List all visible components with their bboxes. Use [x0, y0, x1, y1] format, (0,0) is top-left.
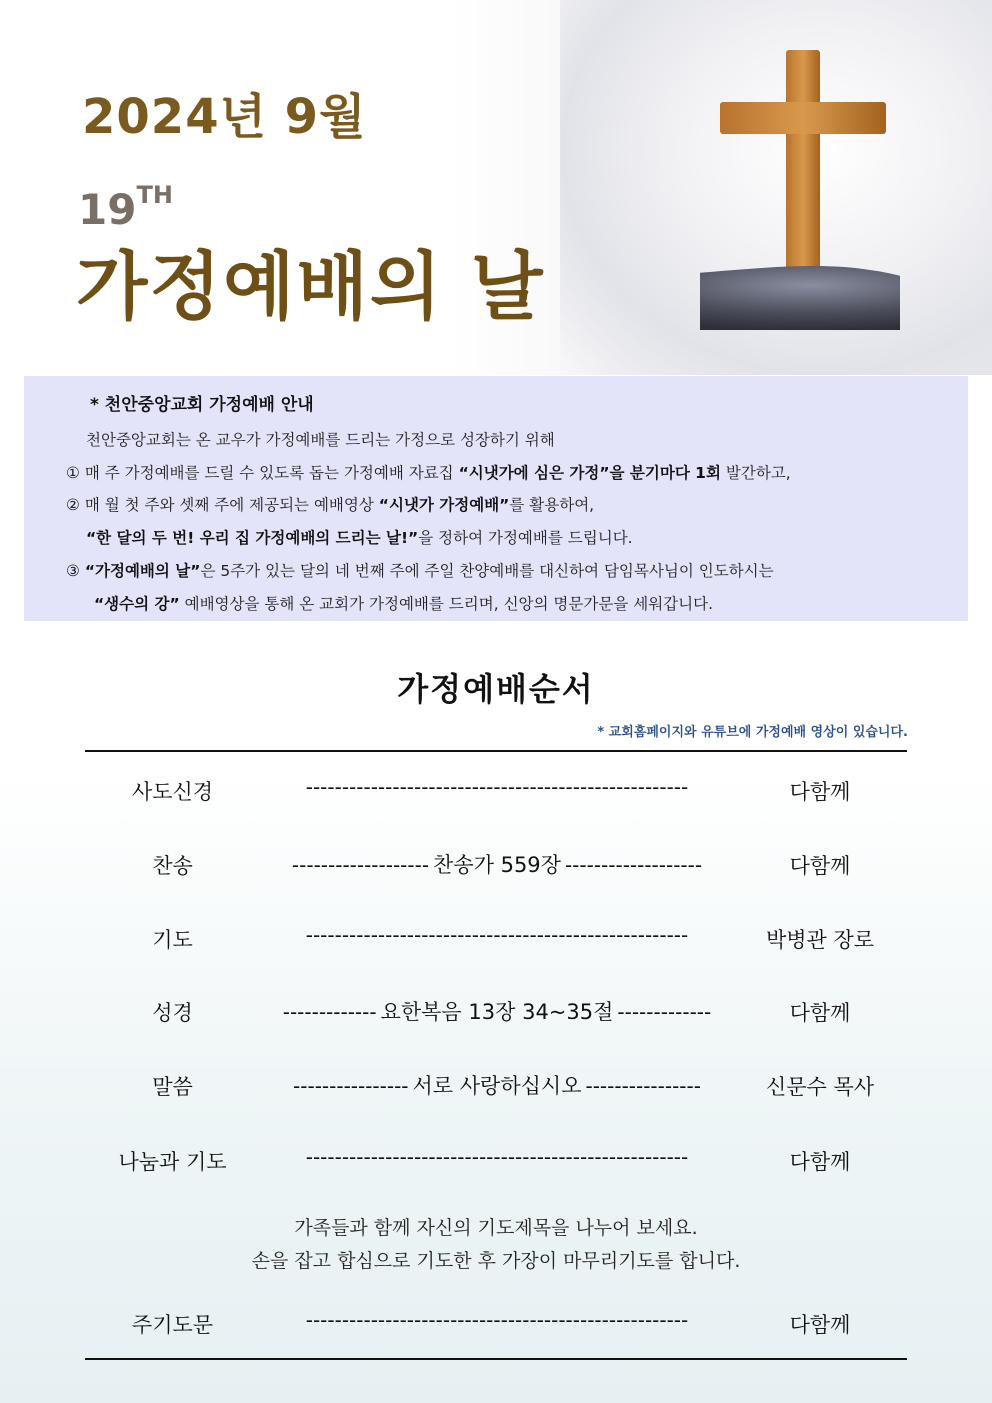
order-row-lords-prayer [85, 1305, 907, 1341]
video-note: * 교회홈페이지와 유튜브에 가정예배 영상이 있습니다. [597, 725, 908, 740]
bottom-rule [85, 1358, 907, 1360]
dashed-leader: ----------------------------------------------------- [305, 923, 689, 947]
ordinal-suffix: TH [136, 181, 173, 209]
guide-intro: 천안중앙교회는 온 교우가 가정예배를 드리는 가정으로 성장하기 위해 [86, 431, 555, 449]
dashed-leader: ------------------- 찬송가 559장 ------------------- [291, 853, 703, 877]
dashed-leader: ----------------------------------------------------- [305, 1145, 689, 1169]
ordinal-number: 19TH [78, 181, 173, 234]
row-content: 요한복음 13장 34~35절 [380, 1000, 614, 1024]
row-leader: 다함께 [789, 854, 851, 878]
row-content: 서로 사랑하십시오 [412, 1074, 582, 1098]
dashed-leader: ----------------------------------------------------- [305, 1308, 689, 1332]
row-leader: 다함께 [789, 1150, 851, 1174]
order-row-sermon [85, 1067, 907, 1103]
sharing-instruction-2: 손을 잡고 합심으로 기도한 후 가장이 마무리기도를 합니다. [251, 1250, 741, 1272]
guide-item-1: ① 매 주 가정예배를 드릴 수 있도록 돕는 가정예배 자료집 “시냇가에 심은 가정”을 분기마다 1회 발간하고, [66, 464, 791, 482]
guide-item-2-cont: “한 달의 두 번! 우리 집 가정예배의 드리는 날!”을 정하여 가정예배를 드립니다. [86, 529, 633, 547]
row-label: 사도신경 [131, 780, 214, 804]
row-leader: 박병관 장로 [765, 928, 875, 952]
worship-guide-box [24, 376, 968, 621]
row-label: 성경 [152, 1001, 193, 1025]
row-label: 기도 [152, 928, 193, 952]
row-content: 찬송가 559장 [433, 853, 561, 877]
order-row-creed [85, 772, 907, 808]
row-label: 말씀 [152, 1075, 193, 1099]
page-title: 가정예배의 날 [76, 244, 545, 330]
row-leader: 다함께 [789, 1001, 851, 1025]
dashed-leader: ------------- 요한복음 13장 34~35절 ------------- [282, 1000, 712, 1024]
guide-item-2: ② 매 월 첫 주와 셋째 주에 제공되는 예배영상 “시냇가 가정예배”를 활용하여, [66, 496, 595, 514]
row-label: 주기도문 [131, 1313, 214, 1337]
row-leader: 다함께 [789, 780, 851, 804]
hero-banner [0, 0, 992, 375]
cross-on-rock-image [700, 40, 900, 330]
dashed-leader: ----------------------------------------------------- [305, 775, 689, 799]
order-row-sharing [85, 1142, 907, 1178]
order-title: 가정예배순서 [397, 670, 595, 708]
dashed-leader: ---------------- 서로 사랑하십시오 ---------------- [293, 1074, 701, 1098]
row-leader: 다함께 [789, 1313, 851, 1337]
guide-heading: * 천안중앙교회 가정예배 안내 [90, 395, 314, 415]
guide-item-3: ③ “가정예배의 날”은 5주가 있는 달의 네 번째 주에 주일 찬양예배를 대신하여 담임목사님이 인도하시는 [66, 562, 774, 580]
order-row-scripture [85, 993, 907, 1029]
row-label: 나눔과 기도 [118, 1150, 227, 1174]
order-row-hymn [85, 846, 907, 882]
guide-item-3-cont: “생수의 강” 예배영상을 통해 온 교회가 가정예배를 드리며, 신앙의 명문가문을 세워갑니다. [94, 595, 714, 613]
sharing-instruction-1: 가족들과 함께 자신의 기도제목을 나누어 보세요. [294, 1217, 698, 1239]
top-rule [85, 750, 907, 752]
order-row-prayer [85, 920, 907, 956]
year-month: 2024년 9월 [82, 89, 367, 145]
row-leader: 신문수 목사 [765, 1075, 875, 1099]
row-label: 찬송 [152, 854, 193, 878]
